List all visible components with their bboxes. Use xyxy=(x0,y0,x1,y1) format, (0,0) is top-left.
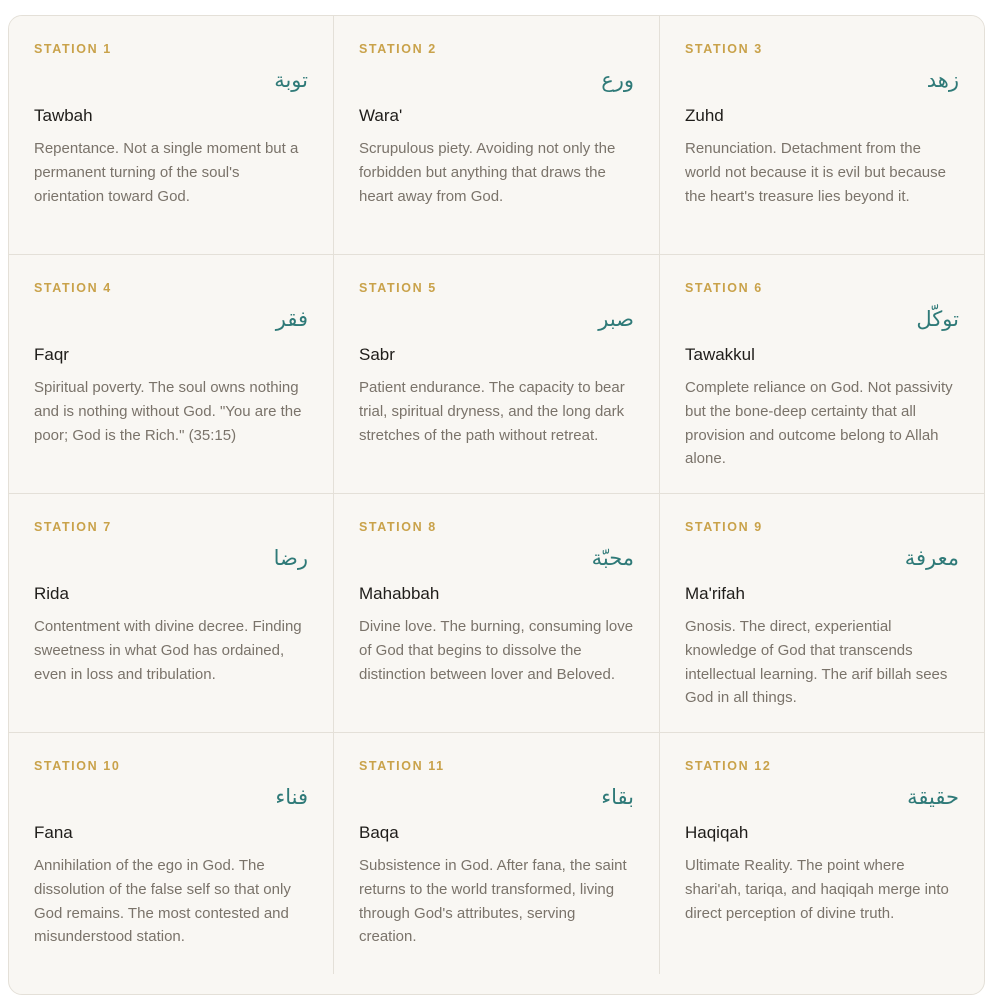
station-card xyxy=(334,733,660,974)
station-number: STATION 2 xyxy=(359,42,437,56)
station-description: Repentance. Not a single moment but a permanent turning of the soul's orientation toward God. xyxy=(34,140,299,205)
station-name: Faqr xyxy=(34,345,69,364)
arabic-term: بقاء xyxy=(601,785,634,809)
station-name: Zuhd xyxy=(685,106,724,125)
arabic-term: فناء xyxy=(275,785,308,809)
station-number: STATION 8 xyxy=(359,520,437,534)
arabic-term: فقر xyxy=(275,307,308,331)
stations-grid-container xyxy=(8,15,985,995)
station-description: Patient endurance. The capacity to bear trial, spiritual dryness, and the long dark stretches of the path without retreat. xyxy=(359,379,625,444)
arabic-term: صبر xyxy=(598,307,634,331)
station-name: Tawakkul xyxy=(685,345,755,364)
station-card xyxy=(9,494,334,733)
station-description: Ultimate Reality. The point where shari'ah, tariqa, and haqiqah merge into direct perception of divine truth. xyxy=(685,857,949,922)
station-card xyxy=(660,16,984,255)
station-number: STATION 11 xyxy=(359,759,445,773)
arabic-term: محبّة xyxy=(591,546,634,570)
arabic-term: رضا xyxy=(273,546,308,570)
station-description: Annihilation of the ego in God. The dissolution of the false self so that only God remains. The most contested and misunderstood station. xyxy=(34,857,291,946)
station-name: Rida xyxy=(34,584,69,603)
stations-grid xyxy=(9,16,984,994)
station-description: Contentment with divine decree. Finding sweetness in what God has ordained, even in loss and tribulation. xyxy=(34,618,302,683)
station-number: STATION 6 xyxy=(685,281,763,295)
station-number: STATION 10 xyxy=(34,759,121,773)
station-card xyxy=(660,733,984,974)
station-name: Ma'rifah xyxy=(685,584,745,603)
station-card xyxy=(660,494,984,733)
arabic-term: زهد xyxy=(926,68,959,92)
arabic-term: ورع xyxy=(601,68,634,92)
station-description: Scrupulous piety. Avoiding not only the forbidden but anything that draws the heart away from God. xyxy=(359,140,616,205)
station-card xyxy=(660,255,984,494)
station-card xyxy=(334,255,660,494)
arabic-term: توكّل xyxy=(916,307,959,331)
station-description: Gnosis. The direct, experiential knowledge of God that transcends intellectual learning. The arif billah sees God in all things. xyxy=(685,618,948,707)
station-card xyxy=(334,494,660,733)
station-number: STATION 4 xyxy=(34,281,112,295)
station-name: Baqa xyxy=(359,823,399,842)
station-name: Mahabbah xyxy=(359,584,440,603)
station-description: Renunciation. Detachment from the world not because it is evil but because the heart's treasure lies beyond it. xyxy=(685,140,946,205)
station-description: Complete reliance on God. Not passivity but the bone-deep certainty that all provision and outcome belong to Allah alone. xyxy=(685,379,953,468)
station-description: Divine love. The burning, consuming love of God that begins to dissolve the distinction between lover and Beloved. xyxy=(359,618,634,683)
station-name: Wara' xyxy=(359,106,403,125)
station-card xyxy=(334,16,660,255)
station-number: STATION 3 xyxy=(685,42,763,56)
station-description: Spiritual poverty. The soul owns nothing and is nothing without God. "You are the poor; God is the Rich." (35:15) xyxy=(34,379,302,444)
arabic-term: حقيقة xyxy=(907,785,959,809)
station-number: STATION 7 xyxy=(34,520,112,534)
station-name: Sabr xyxy=(359,345,395,364)
arabic-term: معرفة xyxy=(904,546,959,570)
station-card xyxy=(9,255,334,494)
station-card xyxy=(9,16,334,255)
station-description: Subsistence in God. After fana, the saint returns to the world transformed, living through God's attributes, serving creation. xyxy=(359,857,627,946)
station-number: STATION 9 xyxy=(685,520,763,534)
station-number: STATION 12 xyxy=(685,759,772,773)
station-name: Tawbah xyxy=(34,106,93,125)
station-card xyxy=(9,733,334,974)
station-name: Haqiqah xyxy=(685,823,749,842)
arabic-term: توبة xyxy=(274,68,308,92)
station-number: STATION 1 xyxy=(34,42,112,56)
station-name: Fana xyxy=(34,823,73,842)
station-number: STATION 5 xyxy=(359,281,437,295)
